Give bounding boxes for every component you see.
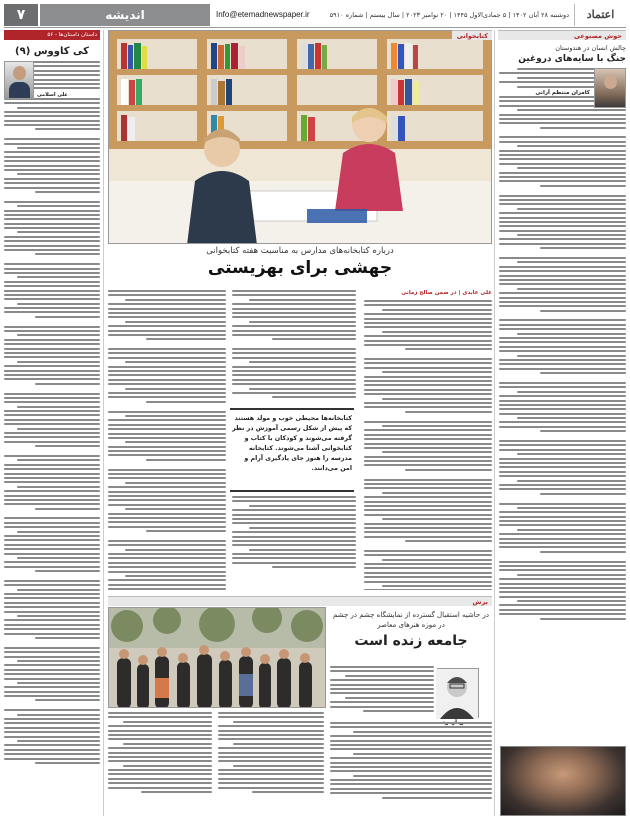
- page-number: ۷: [4, 4, 38, 26]
- bottom-article-header: [330, 610, 492, 662]
- main-section-label: کتابخوانی: [452, 30, 492, 40]
- main-kicker: درباره کتابخانه‌های مدارس به مناسبت هفته کتابخوانی: [206, 246, 394, 256]
- bottom-title: جامعه زنده است: [354, 633, 468, 649]
- main-pullquote: کتابخانه‌ها محیطی خوب و مولد هستند که پیش از شکل رسمی آموزش در نظر گرفته می‌شوند و کودکان با کتاب و کتابخوانی آشنا می‌شوند. کتابخانه مدرسه را هنوز جای یادگیری آرام و امن می‌دانند.: [230, 408, 354, 492]
- illustration-image: [500, 746, 626, 816]
- main-body-col-3: [108, 290, 226, 590]
- left-title: کی کاووس (۹): [15, 46, 89, 57]
- author-portrait: [436, 669, 478, 719]
- author-photo: [594, 68, 626, 108]
- library-photo-illustration: [108, 31, 491, 244]
- right-section-label: حوش مصنوعی: [498, 30, 626, 40]
- main-article-header: [108, 246, 492, 286]
- main-article-photo: [108, 30, 492, 244]
- section-title: اندیشه: [40, 4, 210, 26]
- right-title: جنگ با سایه‌های دروغین: [518, 54, 626, 64]
- bottom-body-col-2: [218, 712, 324, 816]
- author-photo: [437, 668, 479, 718]
- main-body-col-2-top: [232, 290, 356, 404]
- right-column: [494, 30, 626, 816]
- right-kicker: چالش انسان در هندوستان: [555, 44, 626, 52]
- date-line: دوشنبه ۲۸ آبان ۱۴۰۲ | ۵ جمادی‌الاول ۱۴۴۵ | ۲۰ نوامبر ۲۰۲۳ | سال بیستم | شماره ۵۹۱۰: [329, 11, 569, 19]
- bottom-article-photo: [108, 607, 326, 708]
- bottom-section-label: برش: [108, 596, 492, 606]
- right-author: کامران منتظم آرانی: [535, 89, 590, 96]
- left-section-label: داستان داستان‌ها - ۵۶: [4, 30, 100, 40]
- bottom-body-col-1-top: [330, 666, 434, 720]
- newspaper-logo: اعتماد: [574, 4, 626, 26]
- author-photo: [4, 61, 34, 99]
- bottom-body-col-3: [108, 712, 212, 816]
- main-title: جهشی برای بهزیستی: [207, 258, 393, 278]
- masthead-rule: [4, 27, 626, 28]
- bottom-kicker: در حاشیه استقبال گسترده از نمایشگاه چشم در چشم در موزه هنرهای معاصر: [333, 611, 489, 629]
- email-link[interactable]: Info@etemadnewspaper.ir: [216, 10, 310, 19]
- left-column: [4, 30, 104, 816]
- bottom-body-col-1: [330, 722, 492, 816]
- main-byline: علی عابدی | در ضمن صالح زمانی: [401, 290, 492, 296]
- main-body-col-1: [364, 290, 492, 590]
- left-body-text: [4, 61, 100, 764]
- masthead: [4, 4, 626, 26]
- left-author: علی اسلامی: [37, 91, 68, 98]
- exhibition-crowd-illustration: [108, 608, 325, 708]
- right-body-text: [499, 68, 626, 620]
- main-body-col-2-bottom: [232, 496, 356, 592]
